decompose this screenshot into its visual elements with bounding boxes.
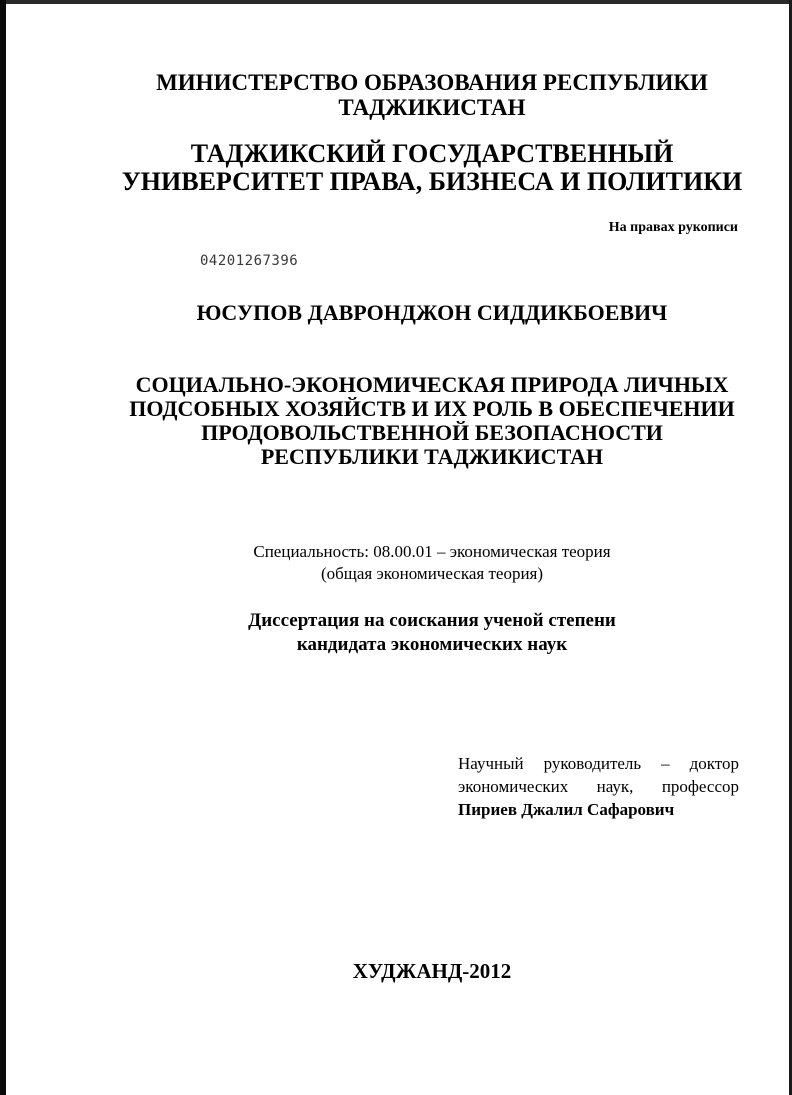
title-line-1: СОЦИАЛЬНО-ЭКОНОМИЧЕСКАЯ ПРИРОДА ЛИЧНЫХ [135,372,729,397]
supervisor-line-1: Научный руководитель – доктор [458,754,739,773]
inventory-number: 04201267396 [200,253,299,269]
university-heading [100,140,764,196]
ministry-heading [100,70,764,120]
title-line-2: ПОДСОБНЫХ ХОЗЯЙСТВ И ИХ РОЛЬ В ОБЕСПЕЧЕНИИ [129,396,735,421]
supervisor-block [458,752,739,821]
scan-border-top [0,0,792,4]
city-year: ХУДЖАНД-2012 [352,959,512,983]
ministry-line-2: ТАДЖИКИСТАН [338,95,526,120]
title-line-3: ПРОДОВОЛЬСТВЕННОЙ БЕЗОПАСНОСТИ [201,420,663,445]
university-line-2: УНИВЕРСИТЕТ ПРАВА, БИЗНЕСА И ПОЛИТИКИ [121,167,743,196]
specialty [100,541,764,585]
manuscript-note: На правах рукописи [608,220,738,235]
supervisor-line-2: экономических наук, профессор [458,777,739,796]
ministry-line-1: МИНИСТЕРСТВО ОБРАЗОВАНИЯ РЕСПУБЛИКИ [156,70,708,95]
scan-border-left [0,0,6,1095]
thesis-title [100,373,764,469]
author-name: ЮСУПОВ ДАВРОНДЖОН СИДДИКБОЕВИЧ [196,300,668,325]
specialty-line-1: Специальность: 08.00.01 – экономическая теория [253,542,611,561]
dissertation-line-1: Диссертация на соискания ученой степени [248,610,616,631]
specialty-line-2: (общая экономическая теория) [320,564,544,583]
university-line-1: ТАДЖИКСКИЙ ГОСУДАРСТВЕННЫЙ [190,139,674,168]
supervisor-name: Пириев Джалил Сафарович [458,800,675,819]
dissertation-line-2: кандидата экономических наук [296,634,568,655]
dissertation-degree [100,609,764,657]
title-line-4: РЕСПУБЛИКИ ТАДЖИКИСТАН [260,444,604,469]
